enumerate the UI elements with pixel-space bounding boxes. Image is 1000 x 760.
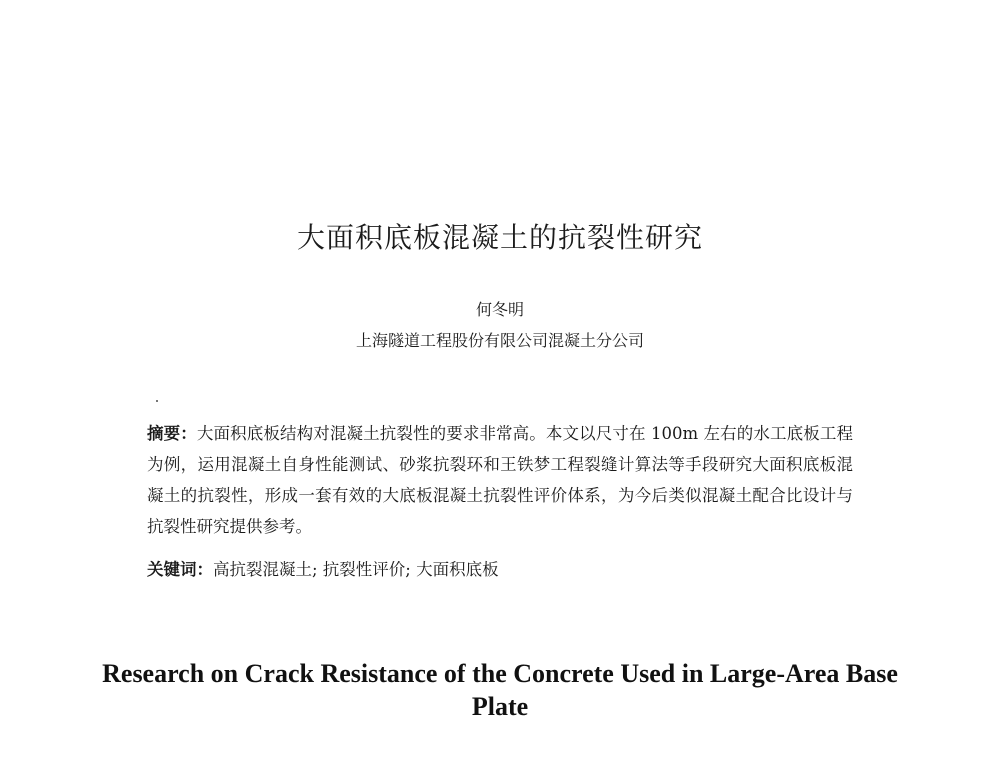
abstract-paragraph	[147, 418, 853, 542]
author-affiliation: 上海隧道工程股份有限公司混凝土分公司	[355, 331, 644, 350]
scan-speck	[156, 400, 158, 402]
keywords-text: 高抗裂混凝土; 抗裂性评价; 大面积底板	[213, 560, 499, 579]
keywords-line	[147, 556, 853, 580]
chinese-title: 大面积底板混凝土的抗裂性研究	[296, 221, 703, 254]
keywords-label: 关键词：	[147, 560, 213, 579]
english-title: Research on Crack Resistance of the Concrete Used in Large-Area Base Plate	[102, 659, 898, 721]
abstract-label: 摘要：	[147, 424, 197, 443]
author-name: 何冬明	[475, 300, 524, 319]
abstract-text: 大面积底板结构对混凝土抗裂性的要求非常高。本文以尺寸在 100m 左右的水工底板工程为例，运用混凝土自身性能测试、砂浆抗裂环和王铁梦工程裂缝计算法等手段研究大面积底板混凝土的抗裂性，形成一套有效的大底板混凝土抗裂性评价体系，为今后类似混凝土配合比设计与抗裂性研究提供参考。	[147, 424, 853, 536]
